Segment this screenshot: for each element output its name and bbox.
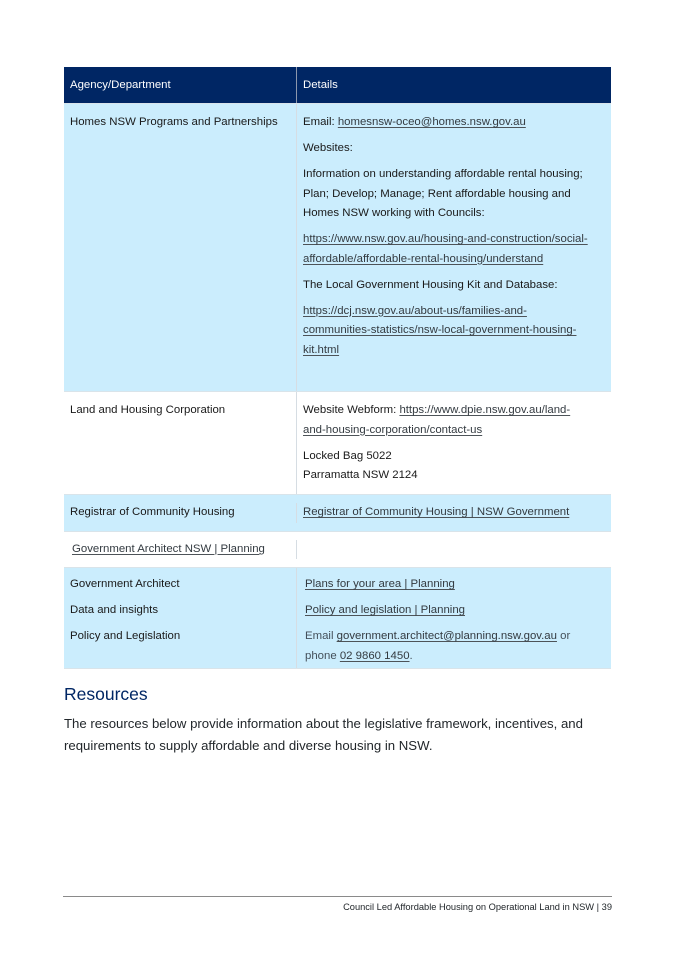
resources-heading: Resources [64,684,148,704]
webform-link-cont[interactable]: and-housing-corporation/contact-us [303,423,483,436]
government-architect-link[interactable]: Government Architect NSW | Planning [72,542,265,555]
resources-paragraph: The resources below provide information about the legislative framework, incentives, and requirements to supply affordable and diverse housing in NSW. [64,716,583,753]
kit-label: The Local Government Housing Kit and Database: [303,278,558,291]
table-header [64,67,611,104]
registrar-link[interactable]: Registrar of Community Housing | NSW Government [303,506,570,519]
policy-link[interactable]: Policy and legislation | Planning [305,604,465,616]
ga-email-link[interactable]: government.architect@planning.nsw.gov.au [336,630,557,642]
webform-label: Website Webform: [303,404,400,416]
table-row [64,104,611,392]
email-link[interactable]: homesnsw-oceo@homes.nsw.gov.au [337,116,526,128]
websites-label: Websites: [303,142,353,154]
agency-subitem: Policy and Legislation [70,630,181,642]
agency-name: Government Architect [70,578,180,590]
plans-link[interactable]: Plans for your area | Planning [305,578,455,590]
webform-link[interactable]: https://www.dpie.nsw.gov.au/land- [399,404,571,416]
footer-divider [63,896,612,897]
email-label: Email: [303,116,338,128]
table-row: Government Architect Data and insights Policy and Legislation Plans for your area | Planning Policy and legislation | Planning Email government.architect@planning.nsw.gov.au or phone 02 9860 1450. [64,568,611,669]
phone-link[interactable]: 02 9860 1450 [339,649,410,662]
table-row [64,495,611,532]
footer-text: Council Led Affordable Housing on Operational Land in NSW | 39 [343,902,612,912]
header-details: Details [303,79,338,91]
postal-address: Locked Bag 5022 Parramatta NSW 2124 [303,449,418,481]
agency-subitem: Data and insights [70,604,159,616]
table-row [64,392,611,495]
agency-name: Registrar of Community Housing [70,506,235,519]
info-text: Information on understanding affordable rental housing; Plan; Develop; Manage; Rent affordable housing and Homes NSW working with Councils: [303,168,583,219]
agency-name: Homes NSW Programs and Partnerships [70,116,278,128]
affordable-housing-link[interactable]: https://www.nsw.gov.au/housing-and-construction/social- affordable/affordable-rental-housing/understand [303,233,588,265]
housing-kit-link[interactable]: https://dcj.nsw.gov.au/about-us/families-and- communities-statistics/nsw-local-government-housing- kit.html [303,304,577,356]
header-agency: Agency/Department [64,67,297,103]
table-row [64,532,611,568]
agency-name: Land and Housing Corporation [70,404,226,416]
agency-contacts-table [64,67,611,669]
